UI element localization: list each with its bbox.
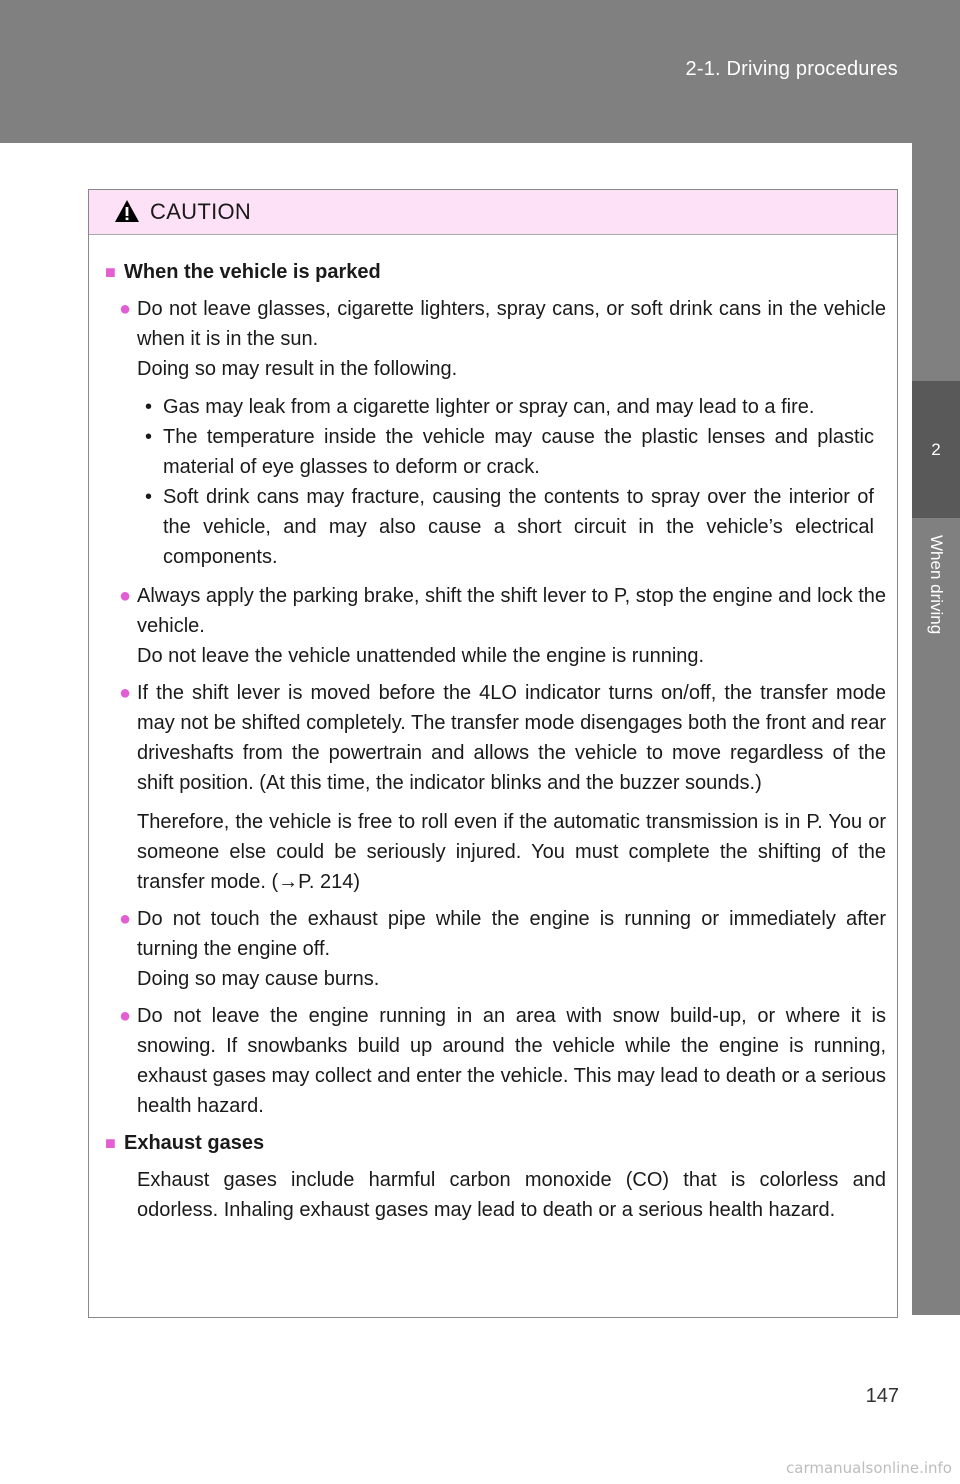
chapter-number-tab[interactable]: 2	[912, 381, 960, 518]
circle-bullet-icon: ●	[119, 1005, 132, 1027]
sub-list-item: • The temperature inside the vehicle may cause the plastic lenses and plastic material of eye glasses to deform or crack.	[145, 426, 874, 478]
section-heading: ■ When the vehicle is parked	[105, 257, 886, 287]
square-bullet-icon: ■	[105, 1133, 116, 1153]
circle-bullet-icon: ●	[119, 682, 132, 704]
section-paragraph: Exhaust gases include harmful carbon monoxide (CO) that is colorless and odorless. Inhaling exhaust gases may lead to death or a serious health hazard.	[137, 1169, 886, 1221]
watermark[interactable]: carmanualsonline.info	[786, 1459, 952, 1477]
page-number: 147	[865, 1385, 899, 1407]
sub-list-item: • Soft drink cans may fracture, causing the contents to spray over the interior of the vehicle, and may also cause a short circuit in the vehicle’s electrical components.	[145, 486, 874, 568]
list-item: ● Do not touch the exhaust pipe while the engine is running or immediately after turning the engine off. Doing so may cause burns.	[119, 904, 886, 994]
caution-box	[88, 189, 898, 1318]
sub-list-item: • Gas may leak from a cigarette lighter or spray can, and may lead to a fire.	[145, 396, 815, 418]
list-item: ● If the shift lever is moved before the 4LO indicator turns on/off, the transfer mode may not be shifted completely. The transfer mode disengages both the front and rear driveshafts from the powertrain and allows the vehicle to move regardless of the shift position. (At this time, the indicator blinks and the buzzer sounds.) Therefore, the vehicle is free to roll even if the automatic transmission is in P. You or someone else could be seriously injured. You must complete the shifting of the transfer mode. (→P. 214)	[119, 678, 886, 897]
circle-bullet-icon: ●	[119, 908, 132, 930]
section-heading: ■ Exhaust gases	[105, 1128, 886, 1158]
list-item: ● Do not leave the engine running in an area with snow build-up, or where it is snowing. If snowbanks build up around the vehicle while the engine is running, exhaust gases may collect and enter the vehicle. This may lead to death or a serious health hazard.	[119, 1001, 886, 1121]
side-tab	[912, 143, 960, 1315]
section-title: 2-1. Driving procedures	[685, 58, 898, 80]
list-item: ● Always apply the parking brake, shift the shift lever to P, stop the engine and lock the vehicle. Do not leave the vehicle unattended while the engine is running.	[119, 581, 886, 671]
caution-content	[89, 235, 897, 1225]
caution-title: CAUTION	[150, 199, 252, 224]
list-item: ● Do not leave glasses, cigarette lighters, spray cans, or soft drink cans in the vehicle when it is in the sun. Doing so may result in the following. • Gas may leak from a cigarette lighter or spray can, and may lead to a fire. • The temperature inside the vehicle may cause the plastic lenses and plastic material of eye glasses to deform or crack. • Soft drink cans may fracture, causing the contents to spray over the interior of the vehicle, and may also cause a short circuit in the vehicle’s electrical components.	[119, 294, 886, 574]
sub-list	[137, 392, 886, 572]
chapter-label: When driving	[927, 535, 946, 635]
caution-header	[89, 190, 897, 235]
square-bullet-icon: ■	[105, 262, 116, 282]
circle-bullet-icon: ●	[119, 298, 132, 320]
warning-triangle-icon	[114, 199, 140, 223]
circle-bullet-icon: ●	[119, 585, 132, 607]
